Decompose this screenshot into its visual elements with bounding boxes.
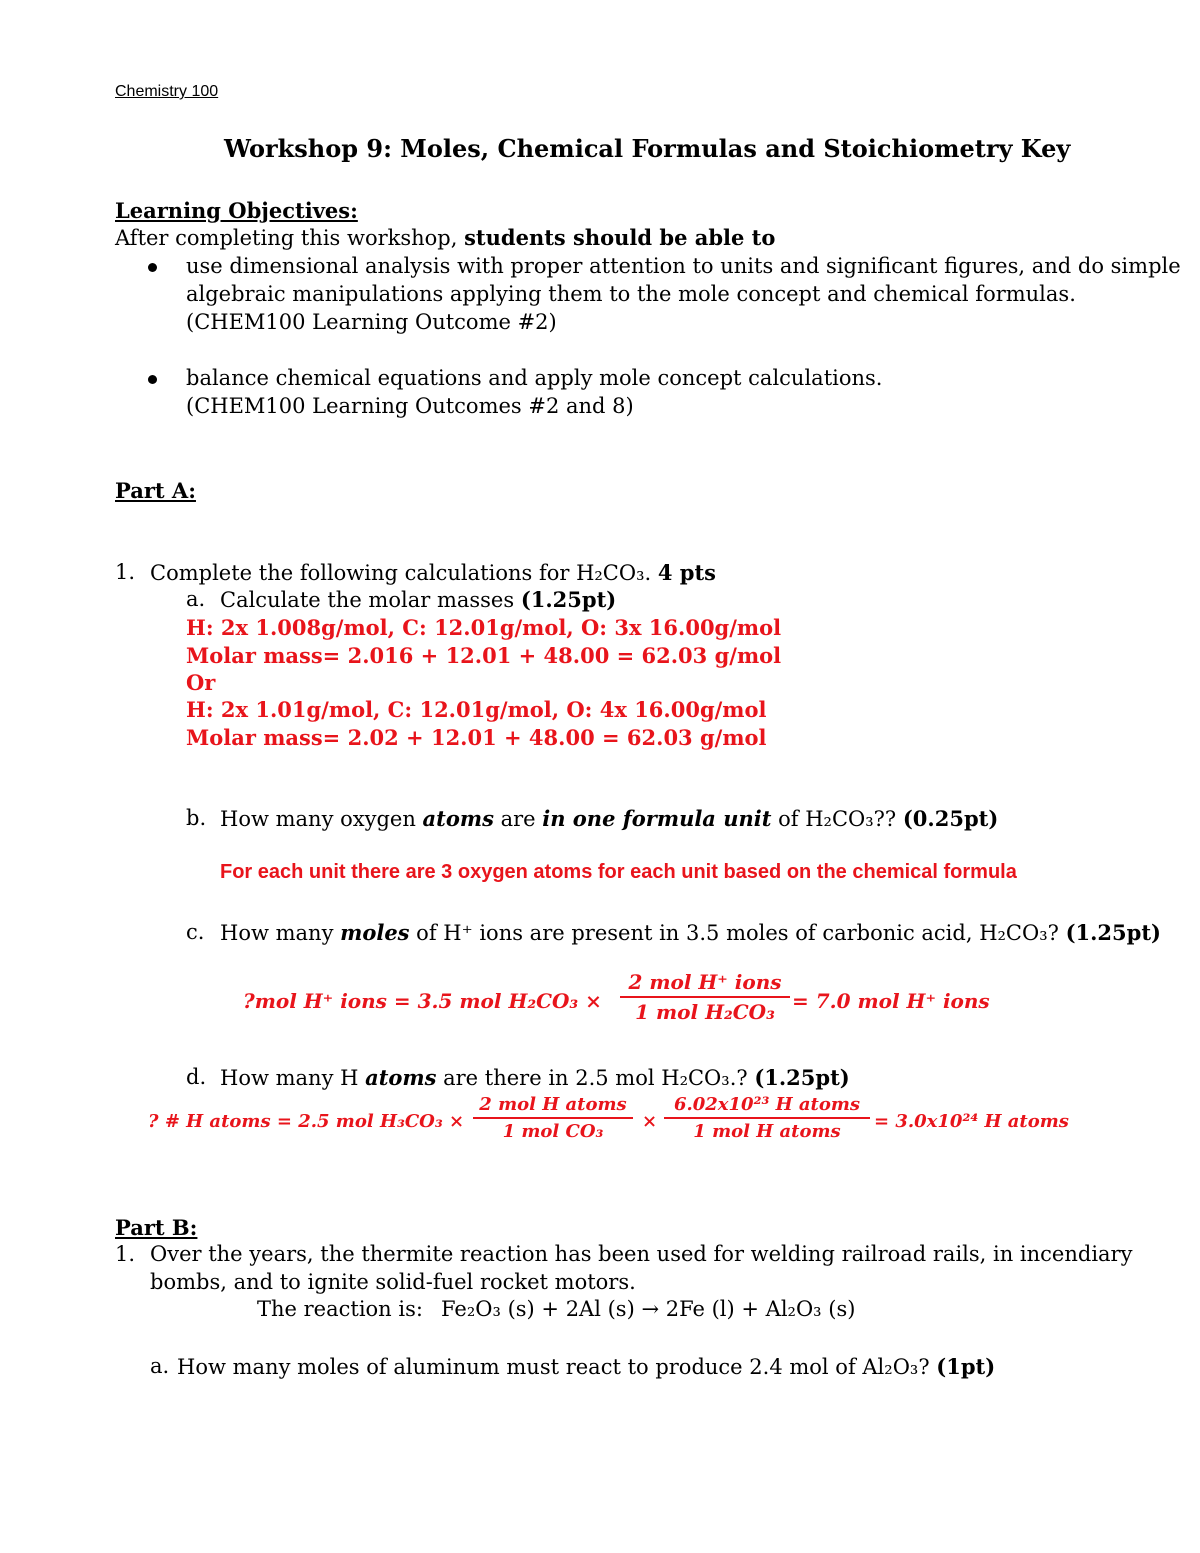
reaction-label: The reaction is: xyxy=(257,1297,423,1321)
qd-fraction-1-numerator: 2 mol H atoms xyxy=(479,1094,627,1115)
qd-fraction-2 xyxy=(664,1094,870,1142)
qd-fraction-1-denominator: 1 mol CO₃ xyxy=(502,1121,604,1142)
part-a-qd-label: d. xyxy=(186,1065,207,1089)
qa-answer-line-5: Molar mass= 2.02 + 12.01 + 48.00 = 62.03 g/mol xyxy=(186,725,767,750)
qd-equation-left: ? # H atoms = 2.5 mol H₃CO₃ × xyxy=(148,1111,465,1132)
qa-answer-line-2: Molar mass= 2.016 + 12.01 + 48.00 = 62.03 g/mol xyxy=(186,643,782,668)
objectives-intro: After completing this workshop, students should be able to xyxy=(115,225,776,250)
part-b-heading: Part B: xyxy=(115,1215,198,1240)
part-a-qc-text: How many moles of H⁺ ions are present in 3.5 moles of carbonic acid, H₂CO₃? (1.25pt) xyxy=(220,920,1161,945)
qd-fraction-2-denominator: 1 mol H atoms xyxy=(693,1121,841,1142)
part-a-heading: Part A: xyxy=(115,478,196,503)
objective-1-line-2: algebraic manipulations applying them to the mole concept and chemical formulas. xyxy=(186,282,1076,306)
reaction-equation: Fe₂O₃ (s) + 2Al (s) → 2Fe (l) + Al₂O₃ (s) xyxy=(441,1297,856,1321)
fraction-bar xyxy=(664,1117,870,1119)
part-b-q1-number: 1. xyxy=(115,1242,136,1266)
qc-equation-fraction xyxy=(620,970,790,1024)
part-b-qa-text: How many moles of aluminum must react to produce 2.4 mol of Al₂O₃? (1pt) xyxy=(177,1354,996,1379)
course-name: Chemistry 100 xyxy=(115,83,219,100)
qa-answer-line-4: H: 2x 1.01g/mol, C: 12.01g/mol, O: 4x 16.00g/mol xyxy=(186,697,767,722)
qa-answer-line-3: Or xyxy=(186,670,216,695)
qc-equation-left: ?mol H⁺ ions = 3.5 mol H₂CO₃ × xyxy=(243,989,602,1013)
part-b-q1-line-2: bombs, and to ignite solid-fuel rocket motors. xyxy=(150,1270,636,1294)
part-a-qb-text: How many oxygen atoms are in one formula unit of H₂CO₃?? (0.25pt) xyxy=(220,806,999,831)
part-a-qa-text: Calculate the molar masses (1.25pt) xyxy=(220,587,617,612)
part-b-q1-line-1: Over the years, the thermite reaction has been used for welding railroad rails, in incendiary xyxy=(150,1242,1133,1266)
objectives-heading: Learning Objectives: xyxy=(115,198,358,223)
part-a-qd-text: How many H atoms are there in 2.5 mol H₂CO₃.? (1.25pt) xyxy=(220,1065,850,1090)
bullet-icon xyxy=(148,375,157,384)
qa-answer-line-1: H: 2x 1.008g/mol, C: 12.01g/mol, O: 3x 16.00g/mol xyxy=(186,615,782,640)
qc-fraction-denominator: 1 mol H₂CO₃ xyxy=(635,1000,775,1024)
qd-fraction-1 xyxy=(473,1094,633,1142)
objective-2-line-2: (CHEM100 Learning Outcomes #2 and 8) xyxy=(186,394,634,418)
page-title: Workshop 9: Moles, Chemical Formulas and Stoichiometry Key xyxy=(224,134,1071,163)
part-a-q1-number: 1. xyxy=(115,560,136,584)
part-a-qa-label: a. xyxy=(186,587,206,611)
qb-answer: For each unit there are 3 oxygen atoms for each unit based on the chemical formula xyxy=(220,861,1017,883)
qd-equation-right: = 3.0x10²⁴ H atoms xyxy=(874,1111,1069,1132)
fraction-bar xyxy=(620,996,790,998)
objective-1-line-3: (CHEM100 Learning Outcome #2) xyxy=(186,310,557,334)
objective-1-line-1: use dimensional analysis with proper attention to units and significant figures, and do simple xyxy=(186,254,1181,278)
bullet-icon xyxy=(148,263,157,272)
qd-fraction-2-numerator: 6.02x10²³ H atoms xyxy=(673,1094,861,1115)
qc-equation-right: = 7.0 mol H⁺ ions xyxy=(792,989,990,1013)
part-a-qb-label: b. xyxy=(186,806,207,830)
qc-fraction-numerator: 2 mol H⁺ ions xyxy=(628,970,782,994)
fraction-bar xyxy=(473,1117,633,1119)
qd-times-sign: × xyxy=(642,1111,658,1132)
part-a-q1-text: Complete the following calculations for H₂CO₃. 4 pts xyxy=(150,560,716,585)
objective-2-line-1: balance chemical equations and apply mole concept calculations. xyxy=(186,366,883,390)
part-b-qa-label: a. xyxy=(150,1354,170,1378)
part-a-qc-label: c. xyxy=(186,920,205,944)
